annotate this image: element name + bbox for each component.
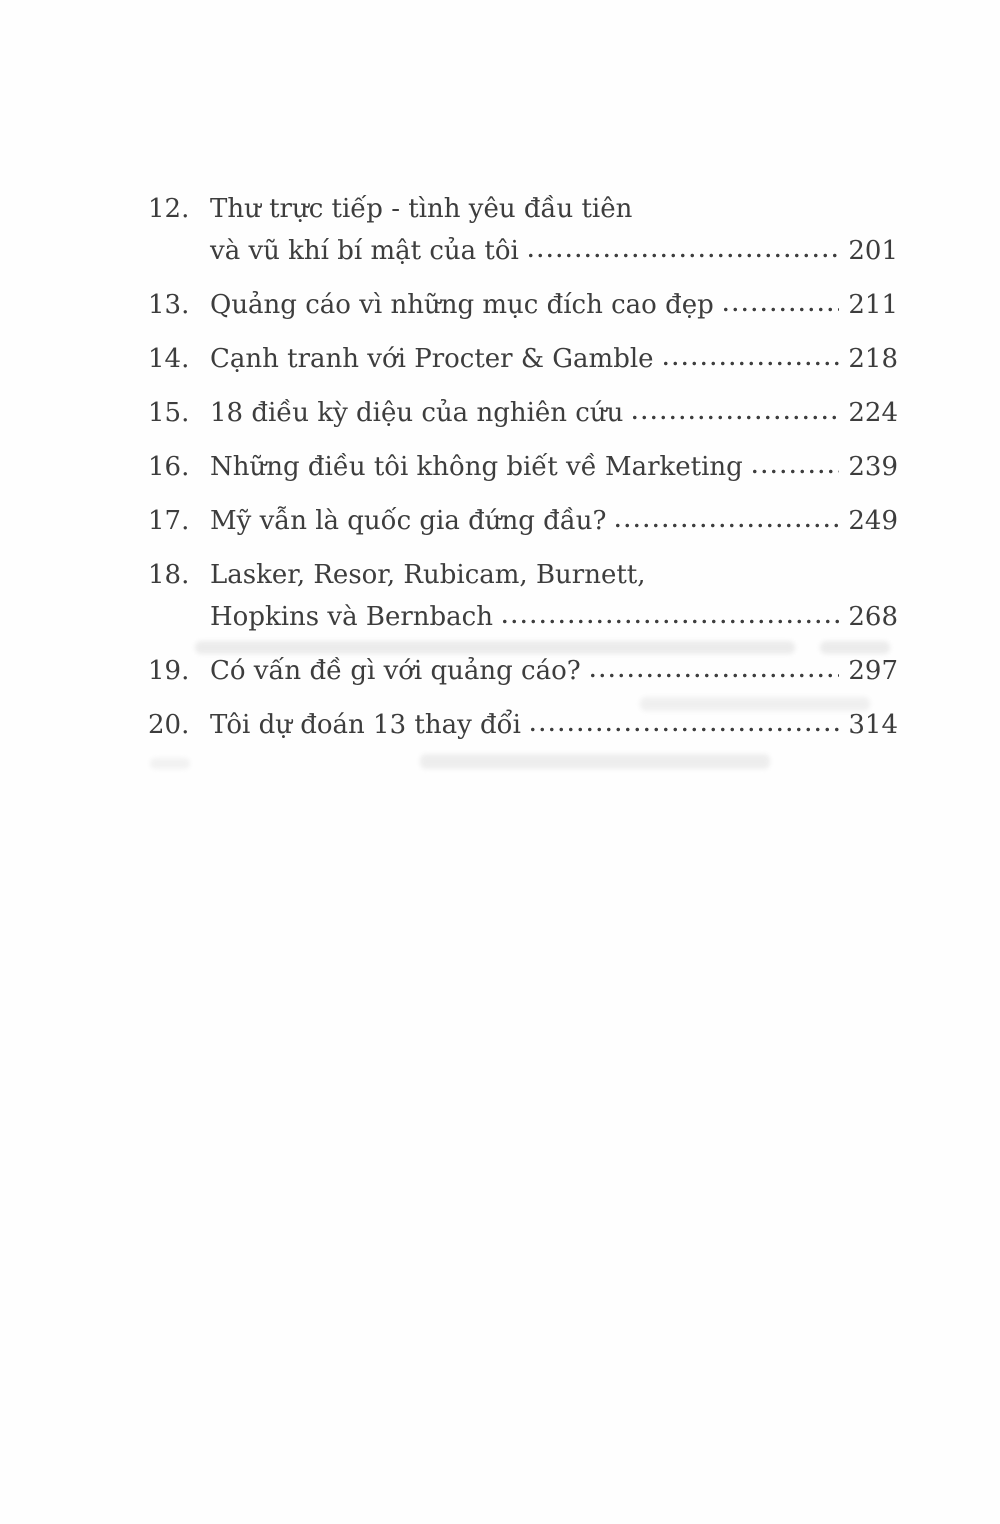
page-number: 268 (848, 602, 898, 632)
page-number: 239 (848, 452, 898, 482)
scan-bleed-artifact (195, 641, 795, 654)
dot-leader (528, 726, 839, 733)
toc-entry-body (210, 392, 898, 434)
chapter-title: Cạnh tranh với Procter & Gamble (210, 344, 654, 374)
chapter-title: Có vấn đề gì với quảng cáo? (210, 656, 581, 686)
chapter-title: Tôi dự đoán 13 thay đổi (210, 710, 521, 740)
scan-bleed-artifact (420, 754, 770, 769)
toc-line (210, 338, 898, 380)
dot-leader (526, 252, 840, 259)
toc-entry-body (210, 284, 898, 326)
toc-line (210, 500, 898, 542)
toc-line (210, 596, 898, 638)
toc-entry (148, 650, 898, 692)
page-number: 211 (848, 290, 898, 320)
dot-leader (721, 306, 840, 313)
chapter-number: 20. (148, 710, 190, 740)
dot-leader (500, 618, 839, 625)
chapter-title: Mỹ vẫn là quốc gia đứng đầu? (210, 506, 607, 536)
page-number: 201 (848, 236, 898, 266)
chapter-title: Thư trực tiếp - tình yêu đầu tiên (210, 194, 633, 224)
toc-entry (148, 338, 898, 380)
dot-leader (750, 468, 840, 475)
chapter-number: 14. (148, 344, 190, 374)
page-number: 314 (848, 710, 898, 740)
toc-line (210, 554, 898, 596)
toc-entry-body (210, 188, 898, 272)
toc-entry-body (210, 650, 898, 692)
scan-bleed-artifact (150, 758, 190, 769)
page-number: 297 (848, 656, 898, 686)
toc-entry-body (210, 500, 898, 542)
toc-entry (148, 392, 898, 434)
chapter-number: 15. (148, 398, 190, 428)
toc-line (210, 392, 898, 434)
toc-line (210, 446, 898, 488)
chapter-title: Những điều tôi không biết về Marketing (210, 452, 743, 482)
toc-entry (148, 500, 898, 542)
chapter-title-continued: Hopkins và Bernbach (210, 602, 493, 632)
chapter-number: 13. (148, 290, 190, 320)
dot-leader (661, 360, 840, 367)
page-number: 249 (848, 506, 898, 536)
toc-line (210, 230, 898, 272)
chapter-number: 12. (148, 194, 190, 224)
dot-leader (613, 522, 839, 529)
toc-entry-body (210, 446, 898, 488)
toc-entry (148, 446, 898, 488)
chapter-title: Lasker, Resor, Rubicam, Burnett, (210, 560, 646, 590)
chapter-number: 19. (148, 656, 190, 686)
toc-entry-body (210, 554, 898, 638)
page-number: 218 (848, 344, 898, 374)
table-of-contents (148, 188, 898, 758)
chapter-title-continued: và vũ khí bí mật của tôi (210, 236, 519, 266)
chapter-number: 17. (148, 506, 190, 536)
chapter-title: Quảng cáo vì những mục đích cao đẹp (210, 290, 714, 320)
scan-bleed-artifact (640, 697, 870, 711)
toc-entry (148, 284, 898, 326)
toc-line (210, 188, 898, 230)
scan-bleed-artifact (820, 641, 890, 654)
chapter-number: 18. (148, 560, 190, 590)
dot-leader (630, 414, 839, 421)
chapter-number: 16. (148, 452, 190, 482)
toc-entry-body (210, 338, 898, 380)
page-number: 224 (848, 398, 898, 428)
dot-leader (588, 672, 840, 679)
chapter-title: 18 điều kỳ diệu của nghiên cứu (210, 398, 624, 428)
toc-line (210, 650, 898, 692)
toc-line (210, 284, 898, 326)
toc-entry (148, 554, 898, 638)
toc-entry (148, 188, 898, 272)
